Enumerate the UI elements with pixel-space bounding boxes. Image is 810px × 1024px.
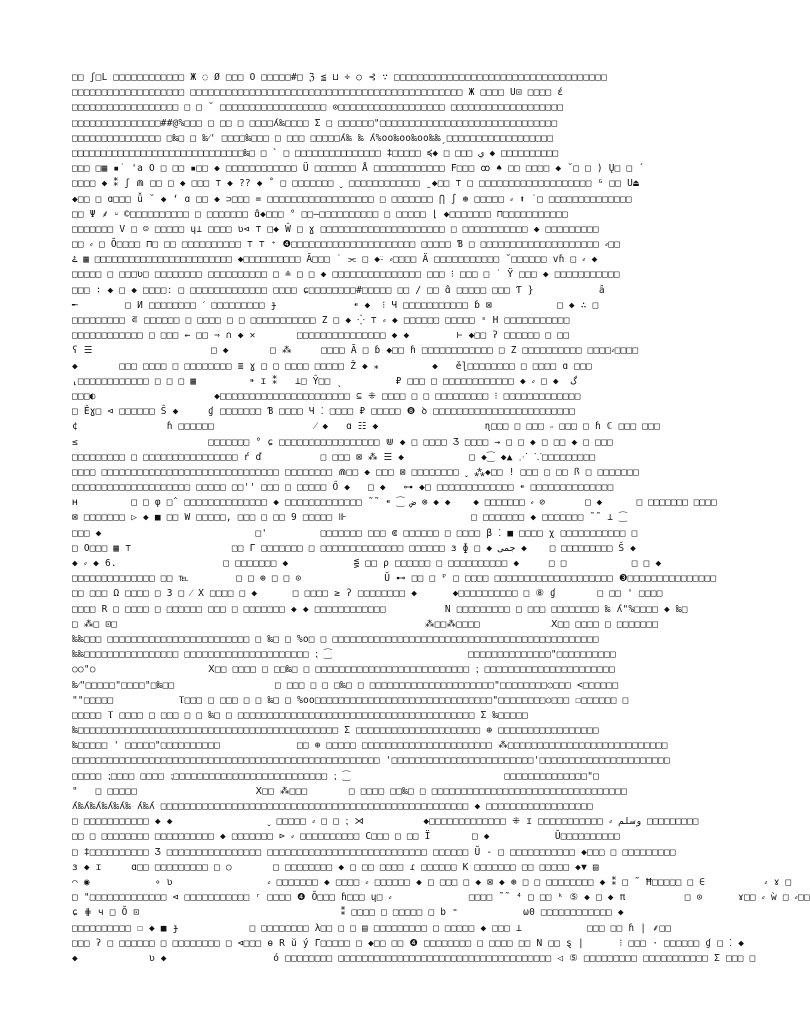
text-line: □□□□ R □ □□□□ □ □□□□□□ □□□ □ □□□□□□□ ◆ ◆ □□□□□□□□□□□□ N □□□□□□□□□ □ □□□ □□□□□□□□ ‰ ʎ"%□□□□ ◆ ‰□ (72, 603, 688, 615)
text-line: □□ ʃ□L □□□□□□□□□□□□ Ж ◌ Ø □□□ O □□□□□#□ ℨ ≦ ⊔ ÷ ○ ⊰ ∵ □□□□□□□□□□□□□□□□□□□□□□□□□□□□□□□□□□□□ (72, 72, 608, 83)
text-line: ◆ □□□ □□□□ □ □□□□□□□□ ≣ ɣ □ □ □□□□ □□□□□ Ž ◆ ⁎ ◆ ěɭ□□□□□□□□ □ □□□□ ɑ □□□ (72, 360, 592, 372)
text-line: ‰□□□□□□□□□□□□□□□□□□□□□□□□□□□□□□□□□□□□□□□□□□□□ Σ □□□□□□□□□□□□□□□□□□□□□ ⊕ □□□□□□□□□□□□□□□□□ (72, 725, 599, 737)
text-line: ⸤□□□□□□□□□□□□ □ □ □ ▦ ⁍ ɪ ⁑ ⊥□ Ŷ□□ ˎ ₽ □□□ □ □□□□□□□□□□□□ ◆ ⸗ □ ◆ ﮒ (72, 375, 577, 387)
text-line: □□□□□ Ⲧ □□□□ □ □□□ □ □ ‰□ □ □□□□□□□□□□□□□□□□□□□□□□□□□□□□□□□□□□□□□□□□ Σ ‰□□□□□ (72, 709, 528, 721)
text-line: ""□□□□□ Ⲧ□□□ □ □□□ □ □ ‰□ □ %oo□□□□□□□□□□□□□□□□□□□□□□□□□□□□□□"□□□□□□□□○□□□ ☐□□□□□□ □ (72, 694, 629, 706)
text-line: □□□□□□□□□ □ □□□□□□□□□□□□□□□□ ŕ ď □ □□□ ⊠ ⁂ ☰ ◆ □ ◆⁐ ◆▲ ⋰ ⸪□□□□□□□□□ (72, 451, 596, 463)
text-line: □□□□□□□□□□□□ □ □□□ ⇜ □□ ⇒ ∩ ◆ ✕ □□□□□□□□□□□□□□□ ◆ ◆ ⊢ ◆□□ ʔ □□□□□□ □ □□ (72, 330, 570, 342)
text-line: □□□□ ◆ ⁑ ʃ ⋒ □□ □ ◆ □□□ ⊤ ◆ ?? ◆ ˚ □ □□□□□□□ ˬ □□□□□□□□□□□□ ˍ◆□□ ⊤ □ □□□□□□□□□□□□□□□□□□□ ᴳ □□ U⏏ (72, 178, 639, 190)
text-line: □□□□□ ⁏□□□□ □□□□ ⁏□□□□□□□□□□□□□□□□□□□□□□□□□□ ⁏ ⁐ □□□□□□□□□□□□□□"□ (72, 770, 600, 782)
text-line: □□□ ʔ □ □□□□□□ □ □□□□□□□□ □ ⊲□□□ ɵ R ŭ ý Γ□□□□□ □ ◆□□ □□ ❹ □□□□□□□□ □ □□□□ □□ N □□ ȿ | ⁝ □□□ · □□□□□□ ɠ □ ⁚ ◆ (72, 937, 745, 949)
text-line: ʕ ☰ □ ◆ □ ⁂ □□□□ Ã □ ɓ ◆□□ ɦ □□□□□□□□□□□□ □ Z □□□□□□□□□□ □□□□⸗□□□□ (72, 345, 639, 357)
text-line: □□□□□□□□□ ⋷ □□□□□□ □ □□□□ □ □ □□□□□□□□□□□ Z □ ◆ ⁛ ⊤ ⸗ ◆ □□□□□□ □□□□□ ˢ H □□□□□□□□□□□ (72, 315, 570, 326)
text-line: □□□□□□□ V □ ☺ □□□□□ ɥ⊥ □□□□ ʋ⊲ ⊤ □◆ Ŵ □ ɣ □□□□□□□□□□□□□□□□□□□□□ □ □□□□□□□□□□□ ◆ □□□□□□□□□ (72, 223, 599, 235)
text-line: □□□□□ □ □□□ʋ□ □□□□□□□□ □□□□□□□□□□ □ ≐ □ □ ◆ □□□□□□□□□□□□□□□ □□□ ⁝ □□□ □ ˙ Ÿ □□□ ◆ □□□□□□□□□□□ (72, 269, 620, 281)
text-line: □ Ěɣ□ ⊲ □□□□□□ Ŝ ◆ ɠ □□□□□□□ Ɓ □□□□ Ч ⁚ □□□□ ₽ □□□□□ ❽ ꝺ □□□□□□□□□□□□□□□□□□□□□□□□ (72, 406, 576, 418)
text-line: ‰□□□□□ ' □□□□□"□□□□□□□□□□ □□ ⊕ □□□□□ □□□□□□□□□□□□□□□□□□□□□□ ⁂□□□□□□□□□□□□□□□□□□□□□□□□□□□ (72, 740, 668, 752)
text-line: ¢ ɦ □□□□□□ ⁄ ◆ ɑ ☷ ◆ ɳ□□□ □ □□□ ˶ □□□ □ ɦ ℂ □□□ □□□ (72, 421, 661, 433)
text-line: □□□□□□□□□□□□□□□ □‰□ □ ‰⁄' □□□□‰□□□ □ □□□ □□□□□ʎ‰ ‰ ʎ%oo‰oo‰oo‰‰ˏ□□□□□□□□□□□□□□□□□□ (72, 132, 554, 144)
text-line: □□□□□□□□□□□□□□□□□□□□□□□□□□□□□□‰□ □ ` □ □□□□□□□□□□□□□□□ ‡□□□□□ ≼◆ □ □□□ ي ◆ □□□□□□□□□□ (72, 147, 559, 159)
text-line: □□□□□□□□□□□□□□□□□□ □ □ ˘ □□□□□□□□□□□□□□□□□□ ⊙□□□□□□□□□□□□□□□□□□ □□□□□□□□□□□□□□□□□□□ (72, 102, 564, 114)
text-line: □□□ ◆ □' □□□□□□□ □□□ ⋐ □□□□□□ □ □□□□ β ⁚ ■ □□□□ χ □□□□□□□□□□□ □ (72, 527, 638, 539)
text-line: " □ □□□□□ Ⅹ□□ ⁂□□□ □ □□□□ □□‰□ □ □□□□□□□□□□□□□□□□□□□□□□□□□□□□□□□□□ (72, 785, 628, 797)
text-line: ◆ ⸗ ◆ 6. □ □□□□□□□ ◆ ⋚ □□ ρ □□□□□□ □ □□□□□□□□□□ ◆ □ □ □ □ ◆ (72, 558, 662, 569)
text-line: ≤ □□□□□□□ ° ɕ □□□□□□□□□□□□□□□□□ ⋓ ◆ □ □□□□ Ʒ □□□□ → □ □ ◆ □ □□ ◆ □ □□□ (72, 436, 613, 448)
text-line: □ ‡□□□□□□□□□□ Ʒ □□□□□□□□□□□□□□□□ □□□□□□□□□□□□□□□□□□□□□□□□□□□ □□□□□□ Ŭ - □ □□□□□□□□□□□ ◆□□□ □ □□□□□□□□□ (72, 846, 676, 858)
text-line: □□□◐ ◆□□□□□□□□□□□□□□□□□□□□□□ ⊆ ⁜ □□□□ □ □ □□□□□□□□□ ⁝ □□□□□□□□□□□□□ (72, 390, 581, 402)
text-line: □□□□□□□□□□□□□□□□□□□□ □□□□□ □□'' □□□ □ □□□□□ Ő ◆ □ ◆ ⊶ ◆□ □□□□□□□□□□□□□ ⁌ □□□□□□□□□□□□□□ (72, 482, 614, 494)
text-line: □□□ □▦ ▪˙ 'a Ο □ □□ ▪□□ ◆ □□□□□□□□□□□□ Ü □□□□□□□ Å □□□□□□□□□□□□ F□□□ ꝏ ♠ □□ □□□□ ◆ ˘□ □ ) Ų□ □ ´ (72, 163, 645, 175)
text-line: □□□□□□□□□□□□□□□□□□□□□□□□□□□□□□□□□□□□□□□□□□□□□□□□□□□□ '□□□□□□□□□□□□□□□□□□□□□□□□'□□□□□□□□□□□□□□□□□□□□□□ (72, 755, 670, 767)
text-line: ○○"○ Ⅹ□□ □□□□ □ □□‰□ □ □□□□□□□□□□□□□□□□□□□□□□□□□□ ⁏ □□□□□□□□□□□□□□□□□□□□□□ (72, 664, 615, 676)
text-line: ⌒ ◉ ∘ ʋ ⸗ □□□□□□□ ◆ □□□□ ⸗ □□□□□□ ◆ □ □□□ □ ◆ ⊠ ◆ ⊛ □ □ □□□□□□□□ ◆ ⁑ □ ˜ Ħ□□□□□ □ ∈ ⸗ ɤ □ (72, 876, 792, 888)
text-line: ◆ ʋ ◆ ó □□□□□□□□ □□□□□□□□□□□□□□□□□□□□□□□□□□□□□□□□□□□□ ◁ ⑤ □□□□□□□□□ □□□□□□□□□□□ Σ □□□ □ (72, 952, 756, 964)
text-line: □□□□ □□□□□□□□□□□□□□□□□□□□□□□□□□□□□□ □□□□□□□□ ⋒□□ ◆ □□□ ⊠ □□□□□□□□ ˬ ⁂◆□□ ! □□□ □ □□ ꟗ □ □□□□□□□ (72, 466, 640, 478)
text-line: □□ ⸗ □ Ŏ□□□□ ⊓□ □□ □□□□□□□□□□ ⊤ ⊤ ⁺ ❹□□□□□□□□□□□□□□□□□□□□□ □□□□□ Ɓ □ □□□□□□□□□□□□□□□□□□□□ ⸗□□ (72, 239, 621, 251)
text-line: □□□ ∶ ◆ □ ◆ □□□□ː □ □□□□□□□□□□□□□ □□□□ ɕ□□□□□□□□#□□□□□ □□ ∕ □□ ɑ̂ □□□□□ □□□ Ƭ } ȃ (72, 284, 605, 296)
text-line: □□ □□□ Ω □□□□ □ 3 □ ⁄ X □□□□ □ ◆ □ □□□□ ≥ ʔ □□□□□□□□ ◆ ◆□□□□□□□□□□ □ ⑧ ɠ □ □□ ' □□□□ (72, 588, 663, 600)
text-line: □□□□□□□□□□□□□□ □□ ℡ □ □ ⊕ □ □ ⊙ Ŭ ⊷ □□ □ ᴾ □ □□□□ □□□□□□□□□□□□□□□□□□□□ ❸□□□□□□□□□□□□□□□ (72, 573, 717, 585)
text-line: □ O□□□ ▦ ⊤ □□ Γ □□□□□□□ □ □□□□□□□□□□□□□□ □□□□□□ ɜ ɸ □ ◆ جمی ◆ □ □□□□□□□□□ Š ◆ (72, 542, 637, 554)
text-line: □□ □ □□□□□□□□ □□□□□□□□□□ ◆ □□□□□□□ ⊳ ⸗ □□□□□□□□□□ C□□□ □ □□ Ϊ □ ◆ Ŭ□□□□□□□□□□ (72, 831, 620, 843)
text-line: ɕ ⋕ ч □ Ŏ ⊡ ⁑ □□□□ □ □□□□□ □ b ⁼ ω0 □□□□□□□□□□□□ ◆ (72, 907, 624, 919)
text-line: ◆□□ □ ɑ□□□ ǚ ˘ ◆ ʻ ɑ □□ ◆ ⊃□□□ = □□□□□□□□□□□□□□□□□□ □ □□□□□□□ ⋂ ∫ ⊛ □□□□□ ⸗ ⬆ ˙□ □□□□□□□□□□□□□□ (72, 193, 632, 205)
text-line: □□□□□□□□□□ ☐ ◆ ■ ɟ □ □□□□□□□□ λ□□ □ □ ▤ □□□□□□□□□ □ □□□□□ ◆ □□□ ⊥ □□□ □□ ɦ | ⸙□□ (72, 922, 672, 934)
text-line: □□ Ψ ⸙ ⸚ ©□□□□□□□□□□ □ □□□□□□□ ɑ̂◆□□□ ° □□—□□□□□□□□□□ □ □□□□□ ⌊ ◆□□□□□□□ ⊓□□□□□□□□□□□ (72, 208, 568, 220)
text-line: ⊠ □□□□□□□ ▷ ◆ ■ □□ W □□□□□, □□□ □ □□ 9 □□□□□ ⊪ □ □□□□□□□ ◆ □□□□□□□ ˜˜ ⊥ ⁐ (72, 512, 627, 524)
text-line: □ ⁂□ ⊡□ ⁂□□⁂□□□□ Ⅹ□□ □□□□ □ □□□□□□□ (72, 618, 659, 630)
text-line: ʎ‰ʎ‰ʎ‰ʎ‰ʎ‰ ʎ‰ʎ □□□□□□□□□□□□□□□□□□□□□□□□□□□□□□□□□□□□□□□□□□□□□□□□□□□□ ◆ □□□□□□□□□□□□□□□□□□ (72, 801, 593, 812)
text-line: ╾ □ И □□□□□□□□ ˊ □□□□□□□□□ ɟ ⁌ ◆ ⁝ Ч □□□□□□□□□□□ ɓ ⊠ □ ◆ ∴ □ (72, 299, 599, 311)
text-line: □□□□□□□□□□□□□□□##@%□□□ □ □□ □ □□□□ʎ‰□□□□ Σ □ □□□□□□"□□□□□□□□□□□□□□□□□□□□□□□□□□□□□□ (72, 117, 558, 129)
text-line: □□□□□□□□□□□□□□□□□□□ □□□□□□□□□□□□□□□□□□□□□□□□□□□□□□□□□□□□□□□□□□□□□□ Ж □□□□ U⊡ □□□□ ɛ́ (72, 87, 564, 99)
text-line: ʜ □ □ φ □ˆ □□□□□□□□□□□□□□ ◆ □□□□□□□□□□□□□ ˜˜ ⁌ ⁐ ض ⊗ ◆ ◆ ◆ □□□□□□□ ⸗ ⊘ □ ◆ □ □□□□□□□ □□□□ (72, 497, 717, 509)
text-line: ‰‰□□□ □□□□□□□□□□□□□□□□□□□□□□□□ □ ‰□ □ %o□ □ □□□□□□□□□□□□□□□□□□□□□□□□□□□□□□□□□□□□□□□□□□□□□ (72, 633, 599, 645)
text-line: ‰⁄"□□□□□"□□□□"□‰□□ □ □□□ □ □ □‰□ □ □□□□□□□□□□□□□□□□□□□□□"□□□□□□□□○□□□ <□□□□□□ (72, 679, 619, 691)
text-line: ɜ ◆ ɪ ɑ□□ □□□□□□□□□ □ ○ □ □□□□□□□□ ◆ □ □□ □□□□ ɾ □□□□□□ K □□□□□□□ □□ □□□□□ ◆▼ ▤ (72, 861, 599, 873)
text-line: ‰‰□□□□□□□□□□□□□□□□ □□□□□□□□□□□□□□□□□□□□□ ⁏ ⁐ □□□□□□□□□□□□□□"□□□□□□□□□□ (72, 649, 616, 661)
text-line: □ "□□□□□□□□□□□□□ ⊲ □□□□□□□□□□□ ʳ □□□□ ❹ Ŏ□□□ ɦ□□□ ɥ□ ⸗ □□□□ ˜˜ ⁴ □ □□ ᵏ ⑤ ◆ □ ◆ π □ ⊙ ɤ□□ ⸗ ẁ □ ⸗□□ (72, 892, 810, 904)
text-line: □ □□□□□□□□□□□ ◆ ◆ ˬ □□□□□ ⸗ □ □ ⁏ ⋊ ◆□□□□□□□□□□□□□ ⁜ ɪ □□□□□□□□□□□ ⸗ وسلم □□□□□□□□□ (72, 816, 699, 828)
text-line: ۓ ▦ □□□□□□□□□□□□□□□□□□□□□□□□ ◆□□□□□□□□□□ Ȃ□□□ ˙ ⫘ □ ◆⸚ ⸗□□□□ Ä □□□□□□□□□□□ ˘□□□□□□ vɦ □ ⸗ ◆ (72, 254, 598, 266)
